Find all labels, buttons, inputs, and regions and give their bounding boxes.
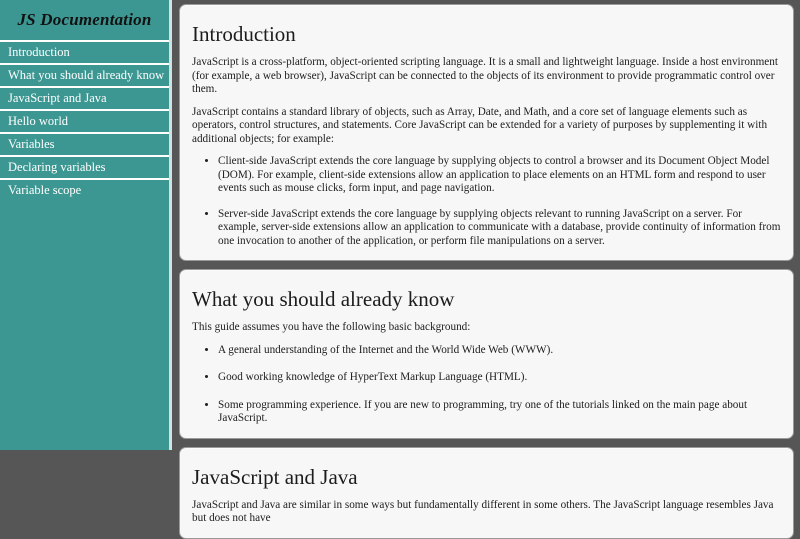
sidebar-item-introduction[interactable]: Introduction [0, 40, 169, 63]
list-item: • Good working knowledge of HyperText Markup Language (HTML). [218, 371, 781, 385]
section-paragraph: JavaScript and Java are similar in some ways but fundamentally different in some others. The JavaScript language resembles Java but does not have [192, 498, 774, 525]
section-paragraph: JavaScript contains a standard library of objects, such as Array, Date, and Math, and a core set of language elements such as operators, control structures, and statements. Core JavaScript can be extended for a variety of purposes by supplementing it with additional objects; for example: [192, 105, 768, 145]
list-item [0, 40, 169, 63]
list-item: • Some programming experience. If you are new to programming, try one of the tutorials linked on the main page about JavaScript. [218, 399, 781, 426]
main-documentation [175, 0, 800, 525]
sidebar-navigation [0, 0, 172, 450]
section-introduction [179, 4, 794, 261]
list-item [0, 86, 169, 109]
section-bullet-list [192, 344, 781, 426]
sidebar-item-what-you-should-already-know[interactable]: What you should already know [0, 63, 169, 86]
list-item: • Client-side JavaScript extends the core language by supplying objects to control a browser and its Document Object Model (DOM). For example, client-side extensions allow an application to place elements on an HTML form and respond to user events such as mouse clicks, form input, and page navigation. [218, 155, 781, 196]
list-item: • Server-side JavaScript extends the core language by supplying objects relevant to running JavaScript on a server. For example, server-side extensions allow an application to communicate with a database, provide continuity of information from one invocation to another of the application, or perform file manipulations on a server. [218, 208, 781, 249]
section-paragraph: This guide assumes you have the following basic background: [192, 321, 471, 334]
section-javascript-and-java [179, 447, 794, 539]
section-bullet-list [192, 155, 781, 248]
section-what-you-should-already-know [179, 269, 794, 439]
sidebar-item-variables[interactable]: Variables [0, 132, 169, 155]
section-heading-javascript-and-java: JavaScript and Java [192, 464, 358, 489]
sidebar-nav-list [0, 40, 169, 201]
list-item [0, 178, 169, 201]
list-item [0, 63, 169, 86]
list-item [0, 109, 169, 132]
sidebar-item-declaring-variables[interactable]: Declaring variables [0, 155, 169, 178]
list-item: • A general understanding of the Internet and the World Wide Web (WWW). [218, 344, 781, 358]
sidebar-header [0, 0, 169, 40]
list-item [0, 155, 169, 178]
page-title: JS Documentation [17, 10, 152, 29]
section-heading-introduction: Introduction [192, 22, 296, 46]
sidebar-item-hello-world[interactable]: Hello world [0, 109, 169, 132]
list-item [0, 132, 169, 155]
section-paragraph: JavaScript is a cross-platform, object-oriented scripting language. It is a small and lightweight language. Inside a host environment (for example, a web browser), JavaScript can be connected to the objects of its environment to provide programmatic control over them. [192, 56, 778, 96]
section-heading-what-you-should-already-know: What you should already know [192, 287, 455, 312]
sidebar-item-javascript-and-java[interactable]: JavaScript and Java [0, 86, 169, 109]
sidebar-item-variable-scope[interactable]: Variable scope [0, 178, 169, 201]
